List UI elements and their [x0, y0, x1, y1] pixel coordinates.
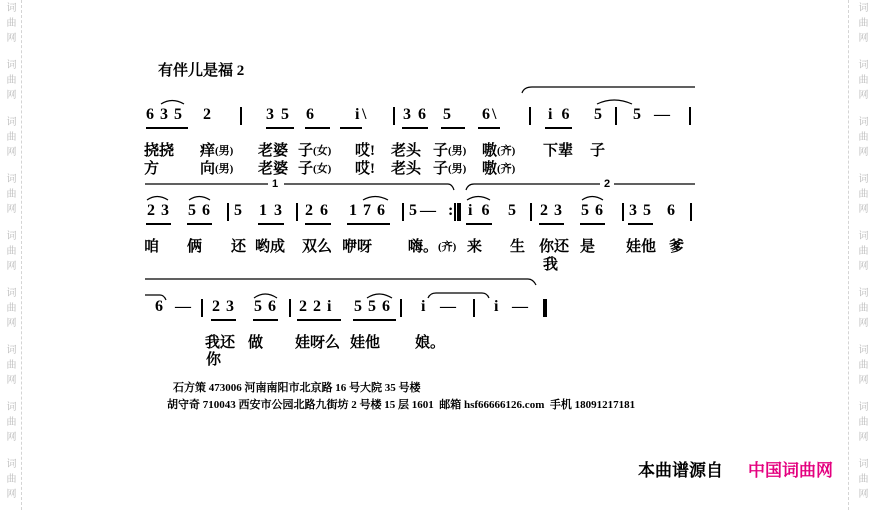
- notation-note: 56: [188, 202, 216, 219]
- lyric-syllable: 你还: [539, 239, 570, 255]
- notation-note: 5: [508, 202, 516, 219]
- lyric-syllable: 老婆: [258, 143, 289, 159]
- source-label: 本曲谱源自: [638, 461, 723, 480]
- lyric-syllable: 还: [231, 239, 247, 255]
- watermark-text: 词曲网: [4, 116, 15, 161]
- extension-dash: —: [175, 298, 191, 315]
- notation-note: 635: [146, 106, 188, 123]
- beam-underline: [545, 127, 572, 129]
- lyric-syllable: 我: [543, 257, 559, 273]
- lyric-syllable: 老头: [391, 143, 422, 159]
- lyric-syllable: 娃他: [626, 239, 657, 255]
- bar-line: [393, 107, 395, 125]
- beam-underline: [466, 223, 492, 225]
- watermark-text: 词曲网: [4, 59, 15, 104]
- singer-tag: (齐): [438, 241, 457, 253]
- beam-underline: [441, 127, 465, 129]
- watermark-text: 词曲网: [856, 2, 867, 47]
- bar-line: [622, 203, 624, 221]
- lyric-syllable: 嗷: [482, 143, 498, 159]
- volta-label: 1: [272, 178, 279, 190]
- repeat-bar-thick: [457, 203, 461, 221]
- lyric-syllable: 咱: [144, 239, 160, 255]
- lyric-syllable: 你: [206, 352, 222, 368]
- glide-mark: \: [362, 106, 367, 123]
- lyric-syllable: 做: [248, 335, 264, 351]
- lyric-syllable: 双么: [302, 239, 333, 255]
- beam-underline: [253, 319, 278, 321]
- watermark-text: 词曲网: [4, 2, 15, 47]
- source-site: 中国词曲网: [748, 461, 833, 480]
- lyric-syllable: 方: [144, 161, 160, 177]
- lyric-syllable: 我还: [205, 335, 236, 351]
- bar-line: [530, 203, 532, 221]
- beam-underline: [258, 223, 284, 225]
- beam-underline: [305, 223, 331, 225]
- notation-note: 2: [203, 106, 211, 123]
- notation-note: 23: [540, 202, 568, 219]
- lyric-syllable: 哎!: [355, 143, 375, 159]
- watermark-text: 词曲网: [856, 401, 867, 446]
- phrase-line: [522, 87, 695, 93]
- notation-note: 176: [349, 202, 391, 219]
- notation-note: 6: [155, 298, 163, 315]
- singer-tag: (齐): [497, 163, 516, 175]
- notation-note: 6: [482, 106, 490, 123]
- watermark-text: 词曲网: [856, 287, 867, 332]
- phrase-line: [145, 279, 536, 285]
- beam-underline: [187, 223, 212, 225]
- beam-underline: [266, 127, 294, 129]
- bar-line: [402, 203, 404, 221]
- notation-note: i6: [548, 106, 579, 123]
- lyric-syllable: 娘。: [415, 335, 446, 351]
- notation-note: 5: [443, 106, 451, 123]
- song-title: 有伴儿是福 2: [158, 63, 245, 79]
- lyric-syllable: 嗨。: [408, 239, 439, 255]
- lyric-syllable: 俩: [187, 239, 203, 255]
- lyric-syllable: 子: [590, 143, 606, 159]
- notation-note: 13: [259, 202, 289, 219]
- bar-line: [689, 107, 691, 125]
- watermark-text: 词曲网: [4, 458, 15, 503]
- beam-underline: [478, 127, 500, 129]
- extension-dash: —: [440, 298, 456, 315]
- bar-line: [289, 299, 291, 317]
- notation-note: 5: [234, 202, 242, 219]
- notation-note: 23: [212, 298, 240, 315]
- slur: [582, 197, 603, 201]
- notation-note: 5: [594, 106, 602, 123]
- tie: [597, 100, 632, 104]
- watermark-text: 词曲网: [4, 230, 15, 275]
- lyric-syllable: 哟成: [255, 239, 286, 255]
- notation-note: i: [494, 298, 499, 315]
- bar-line: [400, 299, 402, 317]
- lyric-syllable: 老头: [391, 161, 422, 177]
- notation-note: 23: [147, 202, 175, 219]
- beam-underline: [347, 223, 390, 225]
- singer-tag: (男): [448, 163, 467, 175]
- lyric-syllable: 哎!: [355, 161, 375, 177]
- watermark-text: 词曲网: [856, 173, 867, 218]
- bar-line: [227, 203, 229, 221]
- singer-tag: (男): [215, 145, 234, 157]
- beam-underline: [297, 319, 341, 321]
- watermark-text: 词曲网: [856, 59, 867, 104]
- notation-note: i6: [468, 202, 499, 219]
- singer-tag: (女): [313, 145, 332, 157]
- volta-bracket: [145, 184, 454, 190]
- singer-tag: (女): [313, 163, 332, 175]
- notation-note: 36: [403, 106, 433, 123]
- lyric-syllable: 是: [580, 239, 596, 255]
- lyric-syllable: 子: [433, 161, 449, 177]
- notation-note: i: [355, 106, 360, 123]
- slur: [363, 197, 388, 201]
- lyric-syllable: 爹: [669, 239, 685, 255]
- author-contact-line: 胡守奇 710043 西安市公园北路九街坊 2 号楼 15 层 1601 邮箱 hsf66666126.com 手机 18091217181: [167, 399, 636, 411]
- lyric-syllable: 生: [510, 239, 526, 255]
- singer-tag: (男): [215, 163, 234, 175]
- author-contact-line: 石方策 473006 河南南阳市北京路 16 号大院 35 号楼: [173, 382, 421, 394]
- bar-line: [201, 299, 203, 317]
- notation-note: 5: [409, 202, 417, 219]
- notation-note: i: [421, 298, 426, 315]
- lyric-syllable: 子: [298, 143, 314, 159]
- notation-note: 35: [629, 202, 657, 219]
- watermark-text: 词曲网: [856, 458, 867, 503]
- watermark-text: 词曲网: [4, 401, 15, 446]
- notation-note: 6: [306, 106, 314, 123]
- lyric-syllable: 痒: [200, 143, 216, 159]
- slur: [189, 197, 210, 201]
- beam-underline: [305, 127, 330, 129]
- glide-mark: \: [492, 106, 497, 123]
- lyric-syllable: 嗷: [482, 161, 498, 177]
- notation-note: 6: [667, 202, 675, 219]
- volta-bracket: [466, 184, 695, 190]
- lyric-syllable: 娃他: [350, 335, 381, 351]
- notation-note: 556: [354, 298, 396, 315]
- lyric-syllable: 子: [298, 161, 314, 177]
- singer-tag: (齐): [497, 145, 516, 157]
- notation-note: 35: [266, 106, 296, 123]
- lyric-syllable: 向: [200, 161, 216, 177]
- notation-note: 56: [254, 298, 282, 315]
- repeat-bar-thin: [454, 203, 456, 221]
- beam-underline: [211, 319, 236, 321]
- singer-tag: (男): [448, 145, 467, 157]
- margin-dashed-line: [21, 0, 22, 510]
- watermark-text: 词曲网: [4, 287, 15, 332]
- beam-underline: [353, 319, 396, 321]
- lyric-syllable: 咿呀: [342, 239, 373, 255]
- lyric-syllable: 老婆: [258, 161, 289, 177]
- slur: [467, 197, 490, 201]
- watermark-text: 词曲网: [856, 344, 867, 389]
- bar-line: [690, 203, 692, 221]
- extension-dash: —: [420, 202, 436, 219]
- tie: [428, 293, 489, 298]
- bar-line: [240, 107, 242, 125]
- notation-note: 26: [305, 202, 335, 219]
- watermark-text: 词曲网: [856, 116, 867, 161]
- slur: [161, 101, 184, 105]
- beam-underline: [402, 127, 428, 129]
- beam-underline: [146, 127, 188, 129]
- final-bar-line: [543, 299, 547, 317]
- watermark-text: 词曲网: [856, 230, 867, 275]
- slur: [147, 197, 168, 201]
- notation-note: 5: [633, 106, 641, 123]
- bar-line: [615, 107, 617, 125]
- lyric-syllable: 挠挠: [144, 143, 175, 159]
- watermark-text: 词曲网: [4, 344, 15, 389]
- bar-line: [473, 299, 475, 317]
- margin-dashed-line: [848, 0, 849, 510]
- volta-label: 2: [604, 178, 611, 190]
- bar-line: [529, 107, 531, 125]
- lyric-syllable: 娃呀么: [295, 335, 341, 351]
- extension-dash: —: [512, 298, 528, 315]
- bar-line: [296, 203, 298, 221]
- watermark-text: 词曲网: [4, 173, 15, 218]
- beam-underline: [146, 223, 171, 225]
- beam-underline: [628, 223, 653, 225]
- beam-underline: [539, 223, 564, 225]
- extension-dash: —: [654, 106, 670, 123]
- notation-note: 22i: [299, 298, 338, 315]
- lyric-syllable: 子: [433, 143, 449, 159]
- notation-note: 56: [581, 202, 609, 219]
- lyric-syllable: 来: [467, 239, 483, 255]
- beam-underline: [340, 127, 362, 129]
- lyric-syllable: 下辈: [543, 143, 574, 159]
- repeat-dots: :: [448, 202, 454, 219]
- beam-underline: [580, 223, 605, 225]
